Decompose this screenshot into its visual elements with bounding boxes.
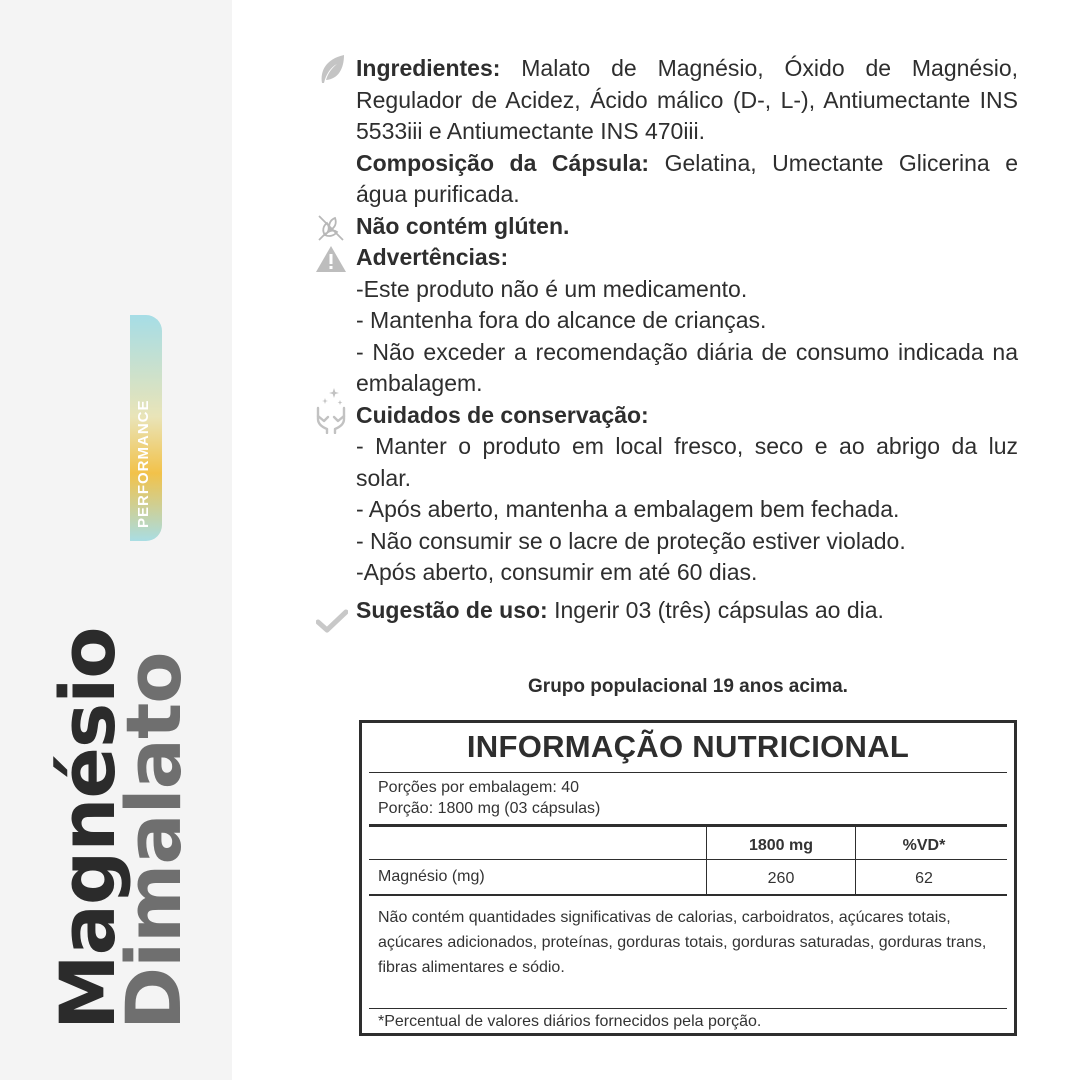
ingredients-text: Malato de Magnésio, Óxido de Magnésio, Regulador de Acidez, Ácido málico (D-, L-), Antiumectante INS 5533iii e Antiumectante INS 470iii. <box>356 55 1018 144</box>
leaf-icon <box>318 53 346 85</box>
capsule-paragraph <box>356 148 1018 211</box>
warnings-label: Advertências: <box>356 244 509 270</box>
gluten-statement: Não contém glúten. <box>356 212 570 239</box>
header-amount: 1800 mg <box>748 837 814 854</box>
warning-item: - Mantenha fora do alcance de crianças. <box>356 307 767 333</box>
nutrient-vd: 62 <box>915 870 933 887</box>
storage-item: - Não consumir se o lacre de proteção estiver violado. <box>356 527 906 554</box>
warning-icon <box>315 245 347 273</box>
divider-thick <box>369 824 1007 827</box>
nutrient-amount: 260 <box>767 870 795 887</box>
nutrition-title: INFORMAÇÃO NUTRICIONAL <box>466 729 910 764</box>
usage-text: Ingerir 03 (três) cápsulas ao dia. <box>547 596 884 623</box>
divider <box>369 859 1007 860</box>
divider <box>369 772 1007 773</box>
nutrition-note: Não contém quantidades significativas de calorias, carboidratos, açúcares totais, açúcares adicionados, proteínas, gorduras totais, gorduras saturadas, gorduras trans, fibras alimentares e sódio. <box>378 909 987 976</box>
usage-label: Sugestão de uso: <box>356 596 548 623</box>
nutrition-footnote: *Percentual de valores diários fornecidos pela porção. <box>378 1013 762 1030</box>
ingredients-label: Ingredientes: <box>356 55 501 81</box>
ingredients-paragraph <box>356 53 1018 148</box>
no-gluten-icon <box>316 213 346 243</box>
portion-size: Porção: 1800 mg (03 cápsulas) <box>378 800 601 817</box>
nutrition-facts-table <box>359 720 1017 1036</box>
check-icon <box>316 608 348 634</box>
product-info-text <box>356 53 1018 626</box>
warning-item: - Não exceder a recomendação diária de consumo indicada na embalagem. <box>356 338 1018 396</box>
capsule-text: Gelatina, Umectante Glicerina e água purificada. <box>356 149 1018 207</box>
brand-name-line1: Magnésio <box>43 627 132 1030</box>
performance-badge-label: PERFORMANCE <box>135 399 152 528</box>
side-brand-panel <box>0 0 232 1080</box>
storage-item: - Manter o produto em local fresco, seco e ao abrigo da luz solar. <box>356 433 1018 491</box>
storage-label: Cuidados de conservação: <box>356 401 649 428</box>
warning-item: -Este produto não é um medicamento. <box>356 275 748 302</box>
brand-name-line2: Dimalato <box>109 652 198 1030</box>
divider <box>369 894 1007 896</box>
hands-care-icon <box>314 386 348 434</box>
capsule-label: Composição da Cápsula: <box>356 149 650 176</box>
storage-item: -Após aberto, consumir em até 60 dias. <box>356 559 758 585</box>
storage-item: - Após aberto, mantenha a embalagem bem fechada. <box>356 496 900 522</box>
nutrient-name: Magnésio (mg) <box>378 868 485 885</box>
population-group-caption: Grupo populacional 19 anos acima. <box>528 676 848 697</box>
usage-paragraph <box>356 595 1018 627</box>
header-vd: %VD* <box>902 837 946 854</box>
servings-per-package: Porções por embalagem: 40 <box>378 779 579 796</box>
divider <box>369 1008 1007 1009</box>
